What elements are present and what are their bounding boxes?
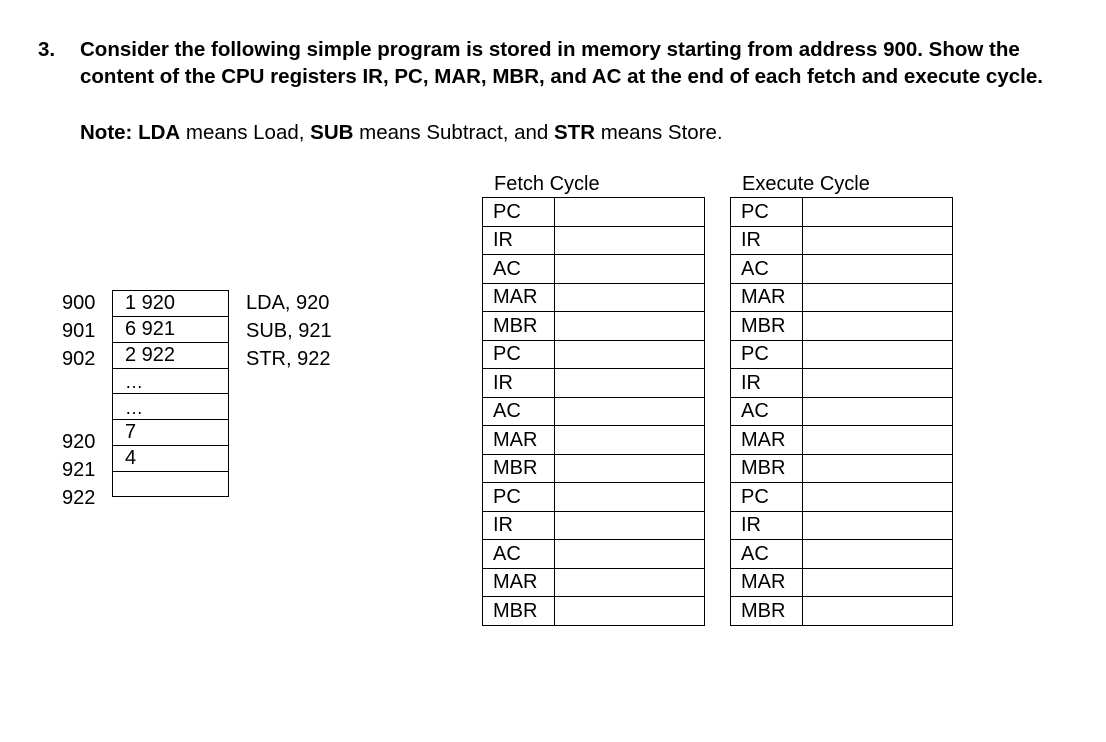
register-value-cell[interactable] xyxy=(803,312,953,341)
register-row xyxy=(731,397,953,426)
register-value-cell[interactable] xyxy=(803,568,953,597)
register-row xyxy=(483,312,705,341)
register-row xyxy=(731,198,953,227)
register-value-cell[interactable] xyxy=(555,255,705,284)
register-value-cell[interactable] xyxy=(555,198,705,227)
memory-cell: 7 xyxy=(113,419,229,445)
register-row xyxy=(731,597,953,626)
memory-cell-ellipsis: … xyxy=(113,369,229,394)
memory-cell: 4 xyxy=(113,445,229,471)
fetch-cycle-title: Fetch Cycle xyxy=(494,173,600,195)
register-value-cell[interactable] xyxy=(555,540,705,569)
register-name: AC xyxy=(731,540,803,569)
memory-cell: 6 921 xyxy=(113,317,229,343)
register-name: MAR xyxy=(731,426,803,455)
question-number: 3. xyxy=(38,38,56,61)
register-row xyxy=(483,540,705,569)
register-value-cell[interactable] xyxy=(555,397,705,426)
register-value-cell[interactable] xyxy=(555,283,705,312)
register-value-cell[interactable] xyxy=(803,511,953,540)
register-value-cell[interactable] xyxy=(803,340,953,369)
register-row xyxy=(483,597,705,626)
register-row xyxy=(483,340,705,369)
register-name: PC xyxy=(483,198,555,227)
memory-row xyxy=(113,419,229,445)
register-name: MBR xyxy=(483,312,555,341)
register-row xyxy=(731,340,953,369)
question-note xyxy=(80,119,723,146)
register-row xyxy=(483,255,705,284)
register-row xyxy=(731,454,953,483)
register-row xyxy=(483,426,705,455)
instruction-label: SUB, 921 xyxy=(246,320,332,342)
register-value-cell[interactable] xyxy=(803,483,953,512)
register-row xyxy=(731,483,953,512)
register-name: PC xyxy=(483,340,555,369)
register-value-cell[interactable] xyxy=(555,483,705,512)
register-value-cell[interactable] xyxy=(803,226,953,255)
memory-cell xyxy=(113,471,229,496)
register-name: MAR xyxy=(731,568,803,597)
memory-address: 921 xyxy=(62,459,96,481)
register-row xyxy=(731,255,953,284)
register-name: MAR xyxy=(483,568,555,597)
execute-cycle-table xyxy=(730,197,953,626)
register-name: AC xyxy=(483,540,555,569)
register-value-cell[interactable] xyxy=(555,369,705,398)
register-name: IR xyxy=(483,511,555,540)
register-value-cell[interactable] xyxy=(555,226,705,255)
register-value-cell[interactable] xyxy=(803,397,953,426)
note-str: STR xyxy=(554,121,595,144)
memory-table xyxy=(112,290,229,497)
memory-address: 920 xyxy=(62,431,96,453)
memory-row xyxy=(113,369,229,394)
register-row xyxy=(483,568,705,597)
register-value-cell[interactable] xyxy=(555,454,705,483)
register-value-cell[interactable] xyxy=(803,426,953,455)
register-name: AC xyxy=(731,255,803,284)
register-name: PC xyxy=(483,483,555,512)
register-row xyxy=(731,426,953,455)
register-name: MBR xyxy=(483,597,555,626)
memory-row xyxy=(113,317,229,343)
memory-cell: 1 920 xyxy=(113,291,229,317)
register-value-cell[interactable] xyxy=(803,369,953,398)
register-row xyxy=(483,226,705,255)
register-value-cell[interactable] xyxy=(803,540,953,569)
register-row xyxy=(483,454,705,483)
register-value-cell[interactable] xyxy=(803,255,953,284)
instruction-label: LDA, 920 xyxy=(246,292,330,314)
question-text: Consider the following simple program is stored in memory starting from address 900. Show the content of the CPU registers IR, PC, MAR, MBR, and AC at the end of each fetch and execute cycle. xyxy=(80,38,1043,88)
note-lda-meaning: means Load, xyxy=(180,121,311,144)
memory-address: 901 xyxy=(62,320,96,342)
register-value-cell[interactable] xyxy=(555,426,705,455)
register-name: IR xyxy=(731,226,803,255)
execute-cycle-title: Execute Cycle xyxy=(742,173,870,195)
memory-address: 900 xyxy=(62,292,96,314)
instruction-label: STR, 922 xyxy=(246,348,331,370)
register-value-cell[interactable] xyxy=(555,340,705,369)
register-row xyxy=(731,511,953,540)
register-name: MBR xyxy=(731,312,803,341)
note-lda: LDA xyxy=(138,121,181,144)
memory-row xyxy=(113,343,229,369)
register-value-cell[interactable] xyxy=(803,198,953,227)
register-row xyxy=(731,312,953,341)
register-name: AC xyxy=(483,255,555,284)
register-row xyxy=(483,283,705,312)
register-name: MAR xyxy=(731,283,803,312)
register-value-cell[interactable] xyxy=(555,568,705,597)
register-name: PC xyxy=(731,340,803,369)
register-name: IR xyxy=(483,226,555,255)
memory-cell: 2 922 xyxy=(113,343,229,369)
register-name: PC xyxy=(731,198,803,227)
memory-row xyxy=(113,471,229,496)
register-value-cell[interactable] xyxy=(803,597,953,626)
register-name: MBR xyxy=(483,454,555,483)
register-name: AC xyxy=(731,397,803,426)
note-str-meaning: means Store. xyxy=(595,121,723,144)
register-row xyxy=(731,369,953,398)
register-row xyxy=(731,226,953,255)
register-name: IR xyxy=(483,369,555,398)
register-value-cell[interactable] xyxy=(803,283,953,312)
register-name: MAR xyxy=(483,283,555,312)
register-name: MAR xyxy=(483,426,555,455)
register-row xyxy=(483,397,705,426)
register-row xyxy=(483,198,705,227)
register-name: MBR xyxy=(731,597,803,626)
register-row xyxy=(731,283,953,312)
note-sub-meaning: means Subtract, and xyxy=(353,121,554,144)
register-row xyxy=(483,369,705,398)
register-value-cell[interactable] xyxy=(555,597,705,626)
register-name: IR xyxy=(731,511,803,540)
memory-cell-ellipsis: … xyxy=(113,394,229,419)
fetch-cycle-table xyxy=(482,197,705,626)
memory-address: 902 xyxy=(62,348,96,370)
memory-row xyxy=(113,445,229,471)
memory-address: 922 xyxy=(62,487,96,509)
register-value-cell[interactable] xyxy=(555,511,705,540)
register-name: MBR xyxy=(731,454,803,483)
note-prefix: Note: xyxy=(80,121,139,144)
register-value-cell[interactable] xyxy=(803,454,953,483)
register-row xyxy=(731,568,953,597)
register-value-cell[interactable] xyxy=(555,312,705,341)
memory-row xyxy=(113,394,229,419)
register-row xyxy=(483,511,705,540)
register-row xyxy=(483,483,705,512)
memory-row xyxy=(113,291,229,317)
register-row xyxy=(731,540,953,569)
register-name: IR xyxy=(731,369,803,398)
register-name: AC xyxy=(483,397,555,426)
note-sub: SUB xyxy=(310,121,354,144)
register-name: PC xyxy=(731,483,803,512)
